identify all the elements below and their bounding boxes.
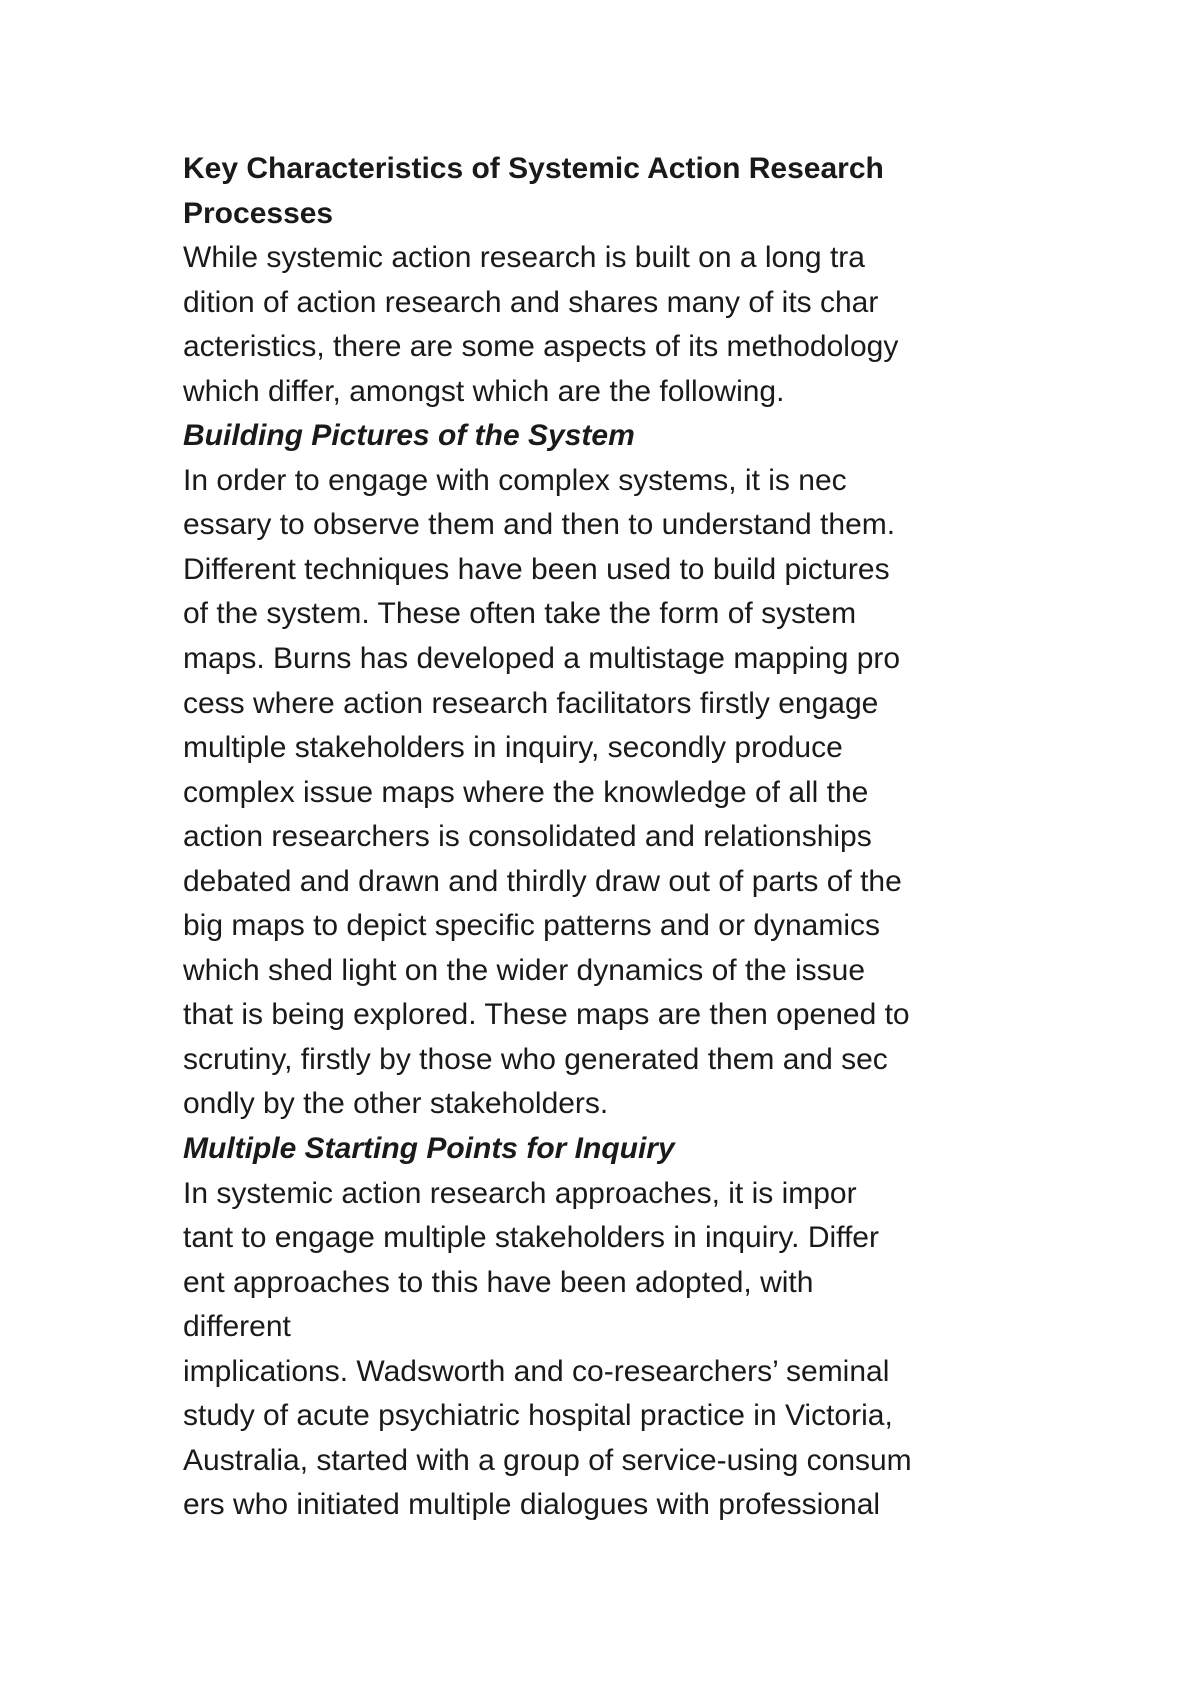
section1-line: ondly by the other stakeholders. (183, 1087, 609, 1121)
section1-line: essary to observe them and then to understand them. (183, 508, 896, 542)
intro-line: While systemic action research is built on a long tra (183, 241, 865, 275)
intro-line: acteristics, there are some aspects of its methodology (183, 330, 899, 364)
section1-line: In order to engage with complex systems, it is nec (183, 463, 847, 497)
intro-line: dition of action research and shares many of its char (183, 285, 879, 319)
section-heading-multiple-starting-points: Multiple Starting Points for Inquiry (183, 1132, 675, 1166)
section1-line: of the system. These often take the form of system (183, 597, 857, 631)
section1-line: multiple stakeholders in inquiry, secondly produce (183, 731, 843, 765)
section2-line: implications. Wadsworth and co-researchers’ seminal (183, 1354, 890, 1388)
section2-line: study of acute psychiatric hospital practice in Victoria, (183, 1399, 893, 1433)
section2-line: ers who initiated multiple dialogues with professional (183, 1488, 881, 1522)
section1-line: scrutiny, firstly by those who generated them and sec (183, 1042, 888, 1076)
section1-line: big maps to depict specific patterns and or dynamics (183, 909, 881, 943)
document-title-line-1: Key Characteristics of Systemic Action Research (183, 152, 884, 185)
section2-line: Australia, started with a group of service-using consum (183, 1443, 912, 1477)
section2-line: ent approaches to this have been adopted, with (183, 1265, 814, 1299)
section2-line: tant to engage multiple stakeholders in inquiry. Differ (183, 1221, 879, 1255)
section1-line: cess where action research facilitators firstly engage (183, 686, 879, 720)
section-heading-building-pictures: Building Pictures of the System (183, 419, 635, 453)
section2-line: In systemic action research approaches, it is impor (183, 1176, 857, 1210)
section1-line: maps. Burns has developed a multistage mapping pro (183, 642, 901, 676)
document-title-line-2: Processes (183, 196, 334, 230)
section2-line: different (183, 1310, 291, 1344)
section1-line: complex issue maps where the knowledge of all the (183, 775, 869, 809)
section1-line: action researchers is consolidated and relationships (183, 820, 872, 854)
section1-line: that is being explored. These maps are then opened to (183, 998, 910, 1032)
section1-line: debated and drawn and thirdly draw out of parts of the (183, 864, 902, 898)
section1-line: which shed light on the wider dynamics of the issue (183, 953, 866, 987)
document-body (183, 147, 1063, 1528)
section1-line: Different techniques have been used to build pictures (183, 552, 890, 586)
intro-line: which differ, amongst which are the following. (183, 374, 785, 408)
